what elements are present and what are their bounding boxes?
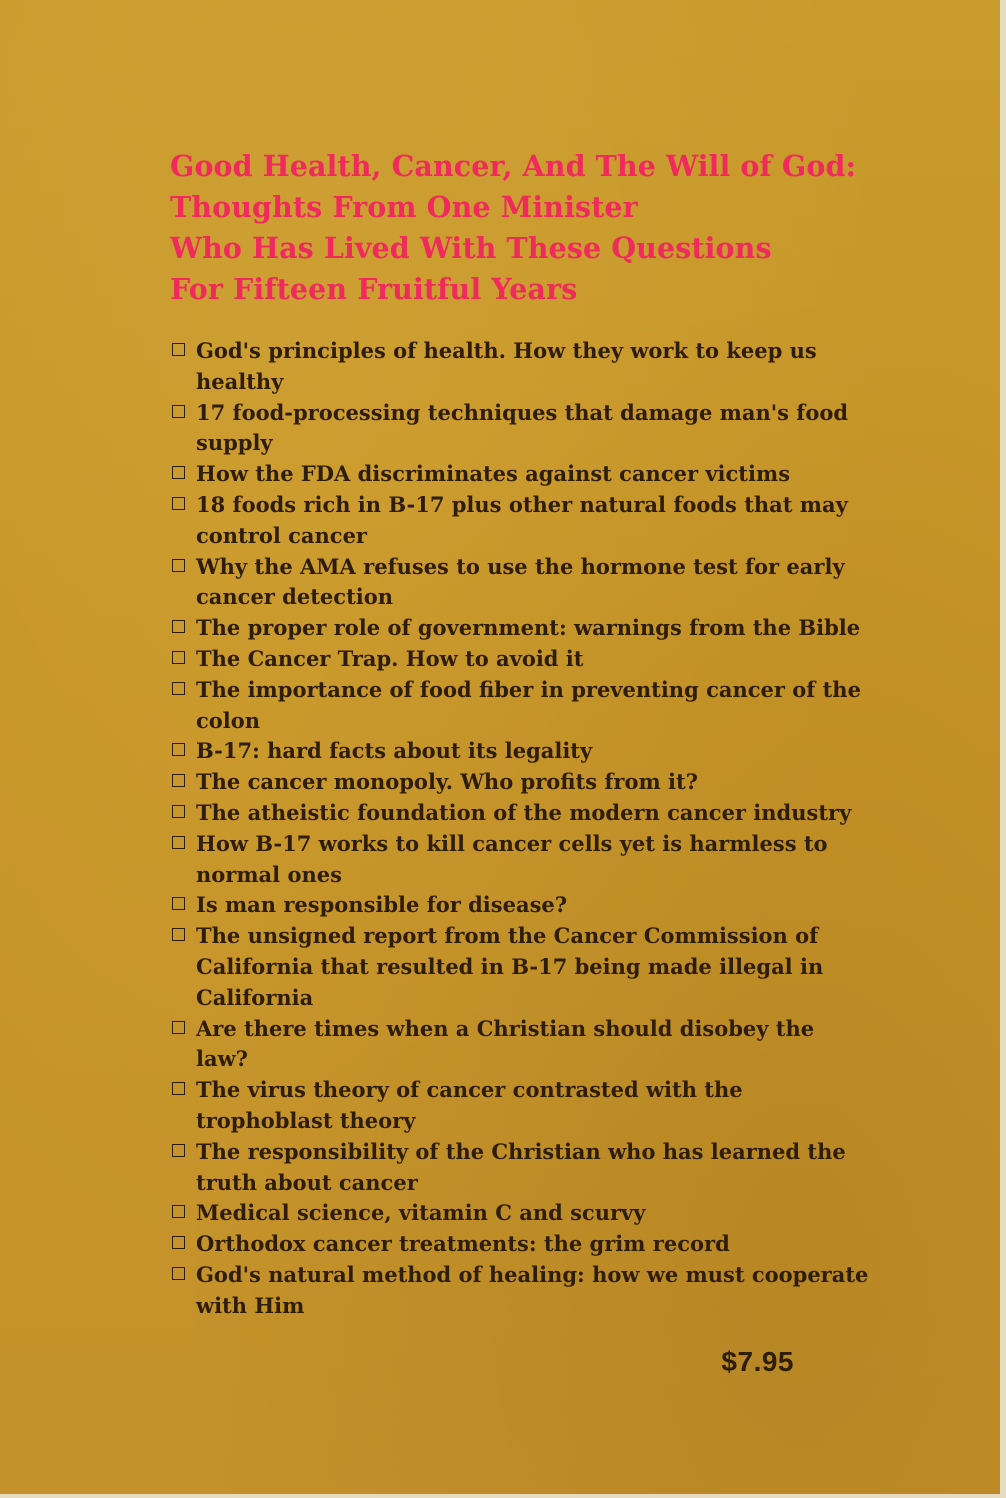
checkbox-square-icon [172, 897, 185, 910]
checkbox-square-icon [172, 620, 185, 633]
topic-text: God's natural method of healing: how we must cooperate with Him [196, 1261, 869, 1318]
list-item [168, 613, 872, 644]
checkbox-square-icon [172, 928, 185, 941]
list-item [168, 736, 872, 767]
list-item [168, 675, 872, 737]
headline [170, 146, 930, 310]
headline-line-4: For Fifteen Fruitful Years [170, 272, 578, 306]
checkbox-square-icon [172, 774, 185, 787]
checkbox-square-icon [172, 805, 185, 818]
list-item [168, 1260, 872, 1322]
topic-text: B-17: hard facts about its legality [196, 738, 593, 764]
checkbox-square-icon [172, 1267, 185, 1280]
checkbox-square-icon [172, 405, 185, 418]
topic-text: God's principles of health. How they work to keep us healthy [196, 338, 817, 394]
checkbox-square-icon [172, 343, 185, 356]
checkbox-square-icon [172, 1082, 185, 1095]
checkbox-square-icon [172, 466, 185, 479]
checkbox-square-icon [172, 1236, 185, 1249]
topic-text: How the FDA discriminates against cancer victims [196, 461, 791, 487]
topic-list [168, 336, 872, 1322]
list-item [168, 490, 872, 552]
topic-text: The responsibility of the Christian who has learned the truth about cancer [196, 1138, 846, 1195]
list-item [168, 767, 872, 798]
topic-text: The unsigned report from the Cancer Commission of California that resulted in B-17 being made illegal in California [196, 923, 824, 1010]
checkbox-square-icon [172, 559, 185, 572]
list-item [168, 459, 872, 490]
checkbox-square-icon [172, 836, 185, 849]
list-item [168, 398, 872, 460]
topic-text: Is man responsible for disease? [196, 892, 568, 918]
list-item [168, 798, 872, 829]
topic-text: The virus theory of cancer contrasted with the trophoblast theory [196, 1077, 743, 1133]
list-item [168, 829, 872, 891]
topic-text: The proper role of government: warnings from the Bible [196, 615, 861, 641]
headline-line-2: Thoughts From One Minister [170, 190, 638, 224]
list-item [168, 552, 872, 614]
checkbox-square-icon [172, 651, 185, 664]
checkbox-square-icon [172, 1205, 185, 1218]
topic-text: Why the AMA refuses to use the hormone test for early cancer detection [196, 553, 845, 610]
topic-text: Orthodox cancer treatments: the grim record [196, 1231, 730, 1257]
topic-text: The importance of food fiber in preventing cancer of the colon [196, 676, 861, 733]
list-item [168, 1198, 872, 1229]
list-item [168, 644, 872, 675]
list-item [168, 1137, 872, 1199]
topic-text: The Cancer Trap. How to avoid it [196, 645, 584, 671]
topic-text: 18 foods rich in B-17 plus other natural foods that may control cancer [196, 491, 848, 548]
checkbox-square-icon [172, 682, 185, 695]
topic-text: Are there times when a Christian should disobey the law? [196, 1015, 815, 1072]
headline-line-1: Good Health, Cancer, And The Will of God: [170, 149, 857, 183]
topic-text: 17 food-processing techniques that damage man's food supply [196, 399, 849, 456]
list-item [168, 1229, 872, 1260]
headline-line-3: Who Has Lived With These Questions [170, 231, 772, 265]
list-item [168, 890, 872, 921]
list-item [168, 921, 872, 1013]
topic-text: The cancer monopoly. Who profits from it? [196, 769, 698, 795]
topic-text: The atheistic foundation of the modern cancer industry [196, 799, 852, 825]
price-label: $7.95 [721, 1346, 794, 1377]
checkbox-square-icon [172, 1144, 185, 1157]
list-item [168, 1014, 872, 1076]
checkbox-square-icon [172, 497, 185, 510]
topic-text: How B-17 works to kill cancer cells yet is harmless to normal ones [196, 830, 828, 887]
topic-text: Medical science, vitamin C and scurvy [196, 1200, 646, 1226]
list-item [168, 1075, 872, 1137]
checkbox-square-icon [172, 1021, 185, 1034]
list-item [168, 336, 872, 398]
checkbox-square-icon [172, 743, 185, 756]
